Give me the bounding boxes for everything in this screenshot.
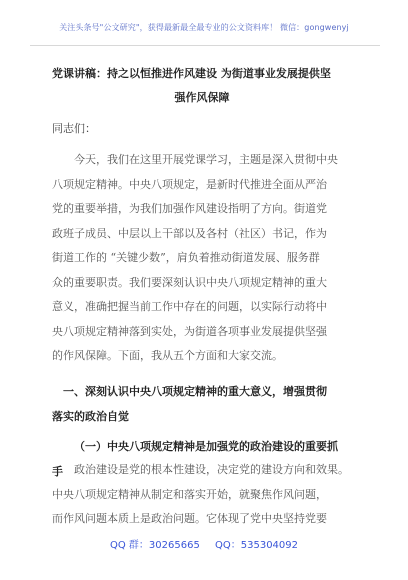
paragraph-line: 的作风保障。下面，我从五个方面和大家交流。 <box>52 349 283 362</box>
paragraph-intro <box>52 148 356 369</box>
greeting: 同志们： <box>52 122 96 135</box>
paragraph-line: 中央八项规定精神从制定和落实开始，就聚焦作风问题， <box>52 487 327 501</box>
paragraph-line: 众的重要职责。我们要深刻认识中央八项规定精神的重大 <box>52 275 327 289</box>
footer-qq: QQ：535304092 <box>215 540 299 551</box>
header-divider <box>30 45 380 46</box>
paragraph-line: 政治建设是党的根本性建设，决定党的建设方向和效果。 <box>74 463 349 476</box>
paragraph-line: 政班子成员、中层以上干部以及各村（社区）书记，作为 <box>52 226 327 240</box>
paragraph-line: 八项规定精神。中央八项规定，是新时代推进全面从严治 <box>52 177 327 191</box>
heading-line: 落实的政治自觉 <box>52 410 129 423</box>
paragraph-line: 今天，我们在这里开展党课学习，主题是深入贯彻中央 <box>74 153 338 166</box>
paragraph-political <box>52 458 356 532</box>
paragraph-line: 街道工作的 “关键少数”，肩负着推动街道发展、服务群 <box>52 251 320 264</box>
document-title <box>52 62 352 110</box>
footer-contact <box>0 536 408 551</box>
paragraph-line: 而作风问题本质上是政治问题。它体现了党中央坚持党要 <box>52 512 327 525</box>
title-line-2: 强作风保障 <box>174 91 230 104</box>
title-line-1: 党课讲稿：持之以恒推进作风建设 为街道事业发展提供坚 <box>52 67 331 80</box>
heading-line: （一）中央八项规定精神是加强党的政治建设的重要抓 <box>74 440 338 453</box>
paragraph-line: 央八项规定精神落到实处，为街道各项事业发展提供坚强 <box>52 324 327 338</box>
heading-line: 一、深刻认识中央八项规定精神的重大意义，增强贯彻 <box>63 385 327 398</box>
header-banner: 关注头条号"公文研究"，获得最新最全最专业的公文资料库！ 微信：gongwenyj <box>59 23 349 32</box>
section-heading-1 <box>52 379 356 429</box>
heading-line: 手 <box>52 465 63 478</box>
paragraph-line: 党的重要举措，为我们加强作风建设指明了方向。街道党 <box>52 202 327 215</box>
footer-qq-group: QQ 群：30265665 <box>109 540 200 551</box>
paragraph-line: 意义，准确把握当前工作中存在的问题，以实际行动将中 <box>52 300 327 313</box>
